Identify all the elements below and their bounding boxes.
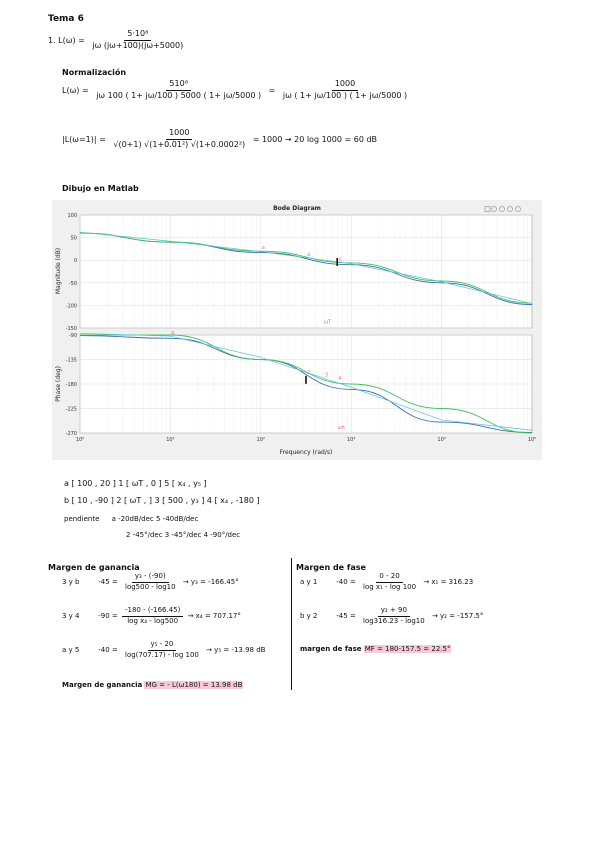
gain-row-3 [62,641,265,659]
normalization-title: Normalización [62,68,127,77]
denominator: log500 - log10 [125,582,176,591]
y-tick-label: 100 [67,213,77,219]
magnitude-axes [80,215,532,328]
annotation-label: 4 [338,375,342,382]
row-result: → y₃ = -166.45° [182,578,239,587]
row-result: → x₁ = 316.23 [423,578,474,587]
fraction [110,129,248,150]
y-tick-label: -150 [65,326,77,332]
bode-figure [52,200,542,460]
y-tick-label: -180 [65,382,77,388]
denominator: jω ( 1+ jω/100 ) ( 1+ jω/5000 ) [282,90,408,100]
result-label: Margen de ganancia [62,681,143,689]
row-lhs: -45 = [98,578,118,587]
row-result: → y₅ = -13.98 dB [206,646,266,655]
numerator: 510⁸ [166,80,190,91]
y-tick-label: -225 [65,406,77,413]
bode-diagram [52,200,542,460]
fraction [93,80,264,101]
denominator: log x₁ - log 100 [363,582,417,591]
points-line-2: b [ 10 , -90 ] 2 [ ωT , ] 3 [ 500 , y₃ ] 4 [ x₄ , -180 ] [64,496,260,505]
column-divider [291,558,292,690]
x-tick-label: 10⁰ [75,437,85,443]
fraction [280,80,410,101]
denominator: log x₄ - log500 [127,616,179,625]
row-lhs: -45 = [336,612,356,621]
annotation-label: 5 [338,258,342,265]
phase-row-1 [300,573,473,591]
cursor-marker [336,258,338,266]
fraction [89,30,186,51]
y-tick-label: 0 [73,258,77,265]
phase-row-2 [300,607,483,625]
fraction [360,607,428,625]
phase-margin-result [300,645,451,653]
y-tick-label: -100 [65,303,77,310]
x-tick-label: 10⁵ [527,437,537,443]
numerator: 0 - 20 [376,573,402,583]
x-tick-label: 10² [256,437,265,443]
y-tick-label: -270 [65,431,77,437]
phase-y-label: Phase (deg) [55,366,62,402]
x-axis-label: Frequency (rad/s) [279,449,333,456]
phase-margin-title: Margen de fase [296,563,366,572]
row-tag: 3 y 4 [62,612,80,621]
gain-row-2 [62,607,241,625]
magnitude-y-label: Magnitude (dB) [55,247,62,295]
numerator: -180 - (-166.45) [122,607,183,617]
matlab-title: Dibujo en Matlab [62,184,139,193]
equation-lhs: |L(ω=1)| = [62,134,106,144]
fraction [360,573,419,591]
fraction [122,573,179,591]
x-tick-label: 10⁴ [437,437,446,443]
magnitude-equation [62,129,377,150]
annotation-label: 3 [324,372,329,379]
y-tick-label: -90 [68,333,77,339]
x-tick-label: 10¹ [166,437,175,443]
row-tag: 3 y b [62,578,80,587]
denominator: jω 100 ( 1+ jω/100 ) 5000 ( 1+ jω/5000 ) [96,90,262,100]
numerator: 5·10⁸ [124,30,151,41]
numerator: 1000 [332,80,358,91]
phase-margin-highlight: MF = 180-157.5 = 22.5° [364,645,451,653]
gain-margin-title: Margen de ganancia [48,563,140,572]
points-line-1: a [ 100 , 20 ] 1 [ ωT , 0 ] 5 [ x₄ , y₅ ] [64,479,207,488]
slope-label: pendiente [64,515,100,523]
annotation-label: 4 [306,252,311,259]
fraction [122,607,183,625]
equation-lhs: L(ω) = [62,85,89,95]
equals-sign: = [268,85,276,95]
slopes-line-1 [64,515,198,523]
gain-margin-result [62,681,243,689]
denominator: √(0+1) √(1+0.01²) √(1+0.0002²) [113,139,246,149]
exercise-equation [48,30,188,51]
row-tag: a y 1 [300,578,318,587]
y-tick-label: -135 [65,357,77,364]
denominator: jω (jω+100)(jω+5000) [92,40,184,50]
crossover-label: ωT [323,319,332,326]
numerator: y₅ - 20 [148,641,177,651]
result-label: margen de fase [300,645,362,653]
section-title: Tema 6 [48,14,84,24]
denominator: log(707.17) - log 100 [125,650,199,659]
gain-row-1 [62,573,239,591]
denominator: log316.23 - log10 [363,616,425,625]
annotation-label: a [261,245,265,252]
equation-prefix: 1. L(ω) = [48,35,85,45]
y-tick-label: 50 [70,235,77,242]
row-lhs: -90 = [98,612,118,621]
row-tag: a y 5 [62,646,80,655]
numerator: y₂ + 90 [378,607,410,617]
gain-margin-highlight: MG = - L(ω180) = 13.98 dB [145,681,243,689]
row-lhs: -40 = [336,578,356,587]
x-tick-label: 10³ [347,437,356,443]
numerator: y₃ - (-90) [132,573,169,583]
row-tag: b y 2 [300,612,318,621]
slope-values: a -20dB/dec 5 -40dB/dec [111,515,199,523]
row-lhs: -40 = [98,646,118,655]
normalization-equation [62,80,412,101]
annotation-label: 2 [306,369,311,376]
cursor-marker [305,376,307,384]
slopes-line-2: 2 -45°/dec 3 -45°/dec 4 -90°/dec [126,531,241,539]
annotation-label: b [171,330,175,337]
y-tick-label: -50 [68,280,77,287]
chart-title: Bode Diagram [273,205,321,212]
numerator: 1000 [166,129,192,140]
equation-result: = 1000 → 20 log 1000 = 60 dB [252,134,378,144]
row-result: → y₂ = -157.5° [431,612,484,621]
phase-crossover-label: ωπ [337,425,345,432]
fraction [122,641,202,659]
row-result: → x₄ = 707.17° [187,612,241,621]
